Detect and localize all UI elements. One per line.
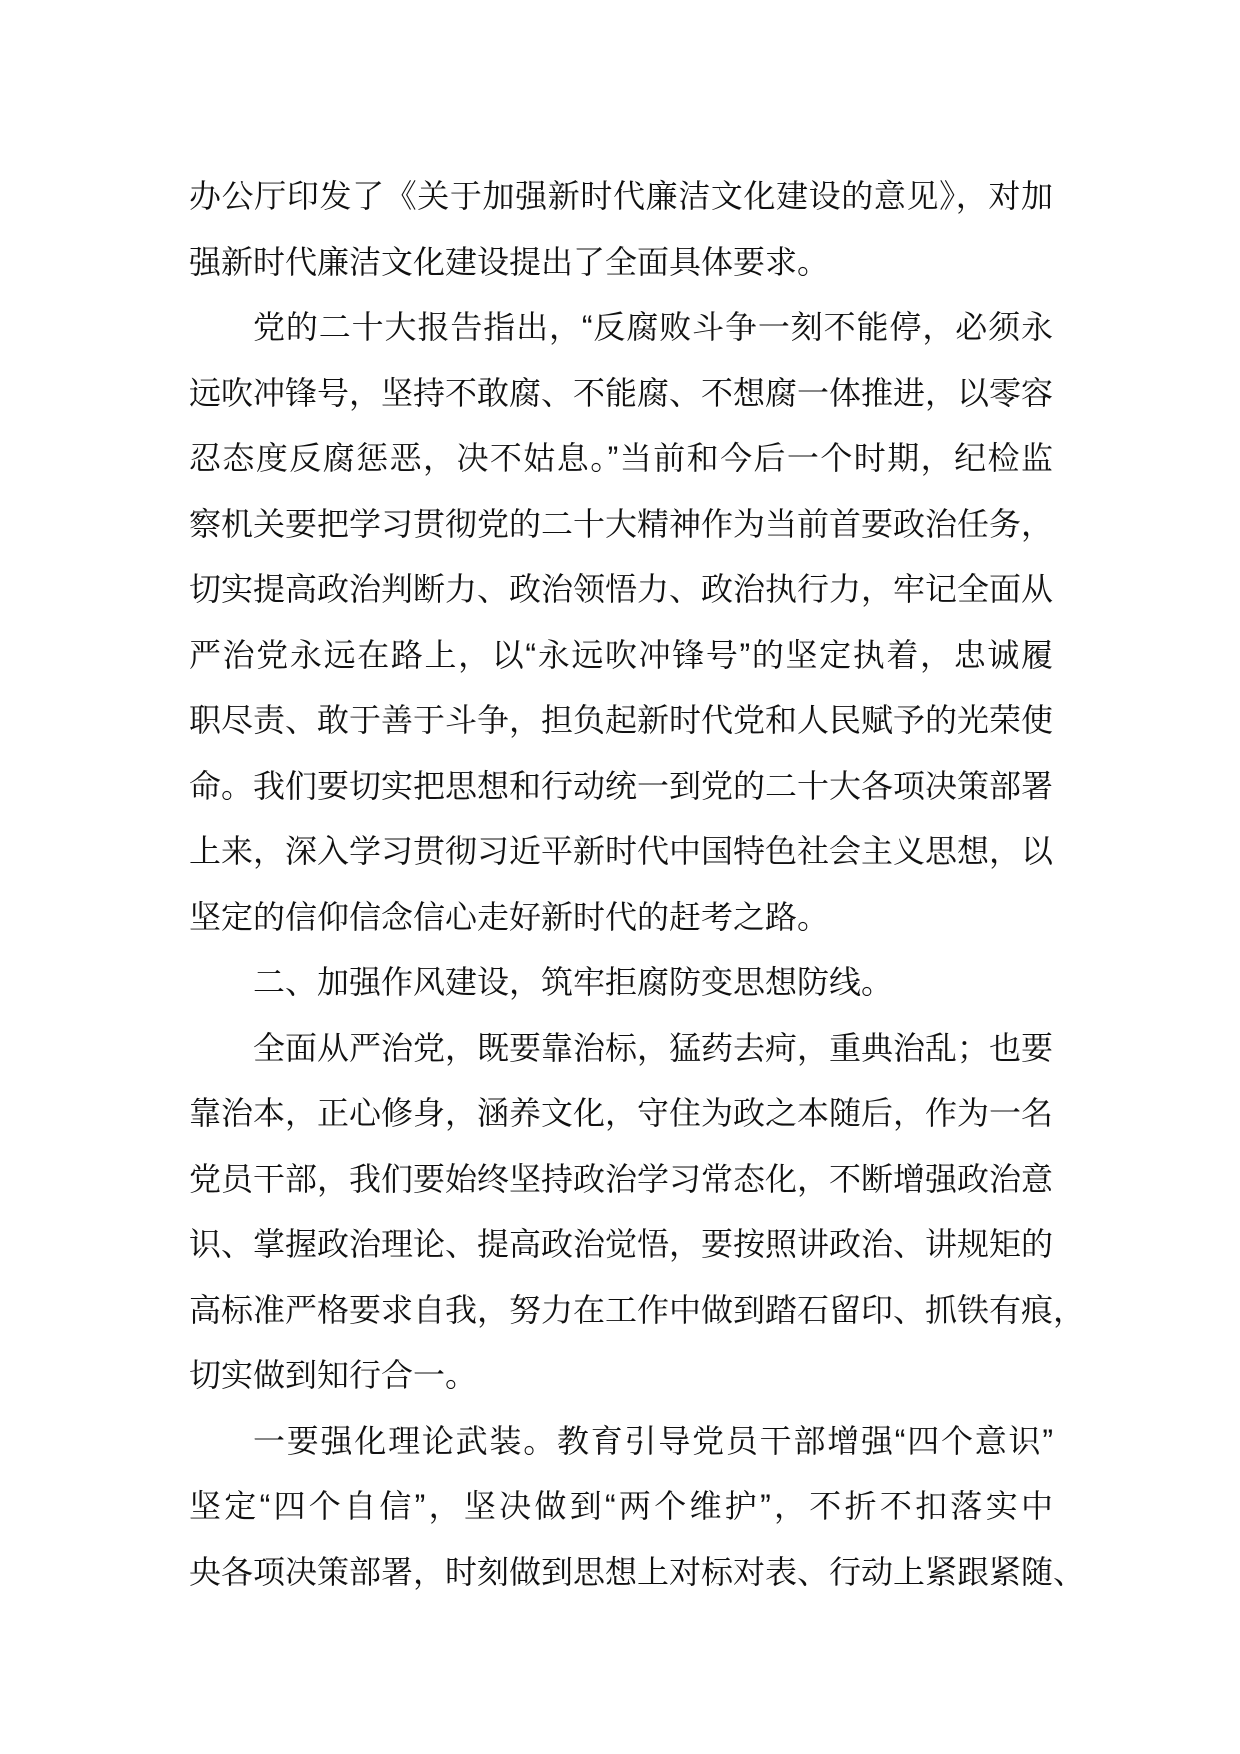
text-line: 二、加强作风建设，筑牢拒腐防变思想防线。 [253,964,894,1000]
text-line: 坚定“四个自信”，坚决做到“两个维护”，不折不扣落实中 [189,1488,1053,1524]
text-line: 党的二十大报告指出，“反腐败斗争一刻不能停，必须永 [253,309,1053,345]
text-line: 党员干部，我们要始终坚持政治学习常态化，不断增强政治意 [189,1160,1054,1197]
text-line: 命。我们要切实把思想和行动统一到党的二十大各项决策部署 [189,767,1054,804]
text-line: 识、掌握政治理论、提高政治觉悟，要按照讲政治、讲规矩的 [189,1226,1054,1262]
text-line: 强新时代廉洁文化建设提出了全面具体要求。 [189,243,830,280]
document-body [189,164,1089,1605]
paragraph-report [189,295,1089,950]
paragraph-continuation [189,164,1089,295]
text-line: 切实做到知行合一。 [189,1357,478,1393]
text-line: 坚定的信仰信念信心走好新时代的赶考之路。 [189,898,830,935]
text-line: 高标准严格要求自我，努力在工作中做到踏石留印、抓铁有痕， [189,1291,1086,1328]
text-line: 靠治本，正心修身，涵养文化，守住为政之本随后，作为一名 [189,1095,1054,1131]
text-line: 办公厅印发了《关于加强新时代廉洁文化建设的意见》，对加 [189,178,1053,214]
text-line: 一要强化理论武装。教育引导党员干部增强“四个意识” [253,1422,1053,1459]
text-line: 忍态度反腐惩恶，决不姑息。”当前和今后一个时期，纪检监 [189,440,1053,476]
text-line: 切实提高政治判断力、政治领悟力、政治执行力，牢记全面从 [189,571,1054,607]
text-line: 央各项决策部署，时刻做到思想上对标对表、行动上紧跟紧随、 [189,1553,1086,1590]
section-heading [189,950,1089,1016]
paragraph-theory [189,1409,1089,1606]
text-line: 全面从严治党，既要靠治标，猛药去疴，重典治乱；也要 [253,1029,1054,1066]
text-line: 远吹冲锋号，坚持不敢腐、不能腐、不想腐一体推进，以零容 [189,374,1054,411]
text-line: 严治党永远在路上，以“永远吹冲锋号”的坚定执着，忠诚履 [189,636,1053,673]
text-line: 察机关要把学习贯彻党的二十大精神作为当前首要政治任务， [189,505,1054,542]
text-line: 上来，深入学习贯彻习近平新时代中国特色社会主义思想，以 [189,833,1054,869]
paragraph-discipline [189,1016,1089,1409]
text-line: 职尽责、敢于善于斗争，担负起新时代党和人民赋予的光荣使 [189,702,1054,738]
